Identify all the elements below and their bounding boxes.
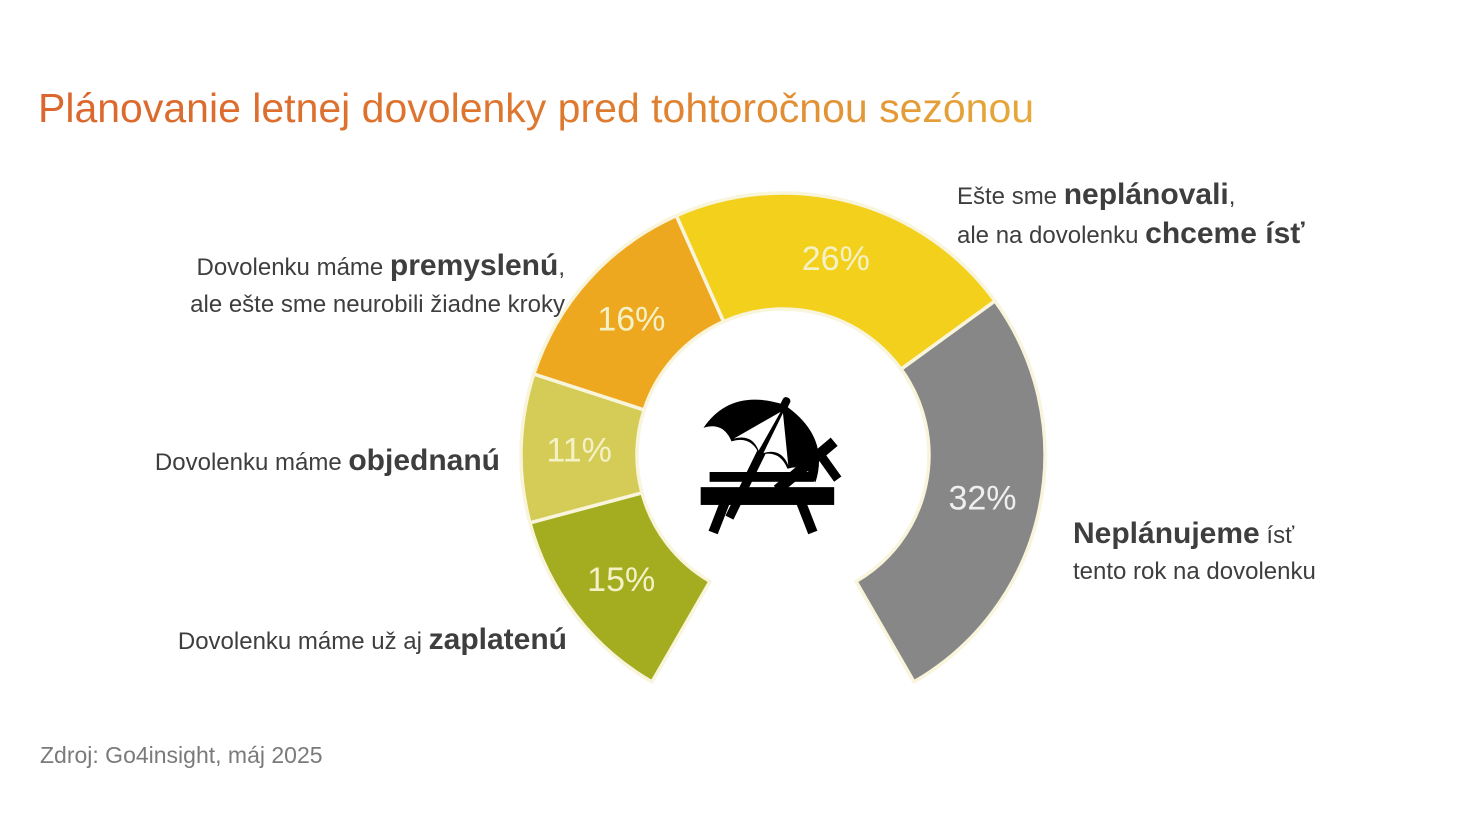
donut-chart-area (518, 190, 1048, 720)
lounger-backrest-strut (820, 454, 838, 479)
beach-umbrella-lounger-icon (673, 370, 844, 545)
segment-percent-label-premyslena: 16% (597, 300, 666, 339)
lounger-right-leg (800, 500, 812, 532)
label-zaplatena (118, 621, 567, 660)
label-objednana (100, 442, 500, 481)
segment-percent-label-objednana: 11% (546, 431, 612, 470)
label-premyslena (110, 247, 565, 323)
source-note: Zdroj: Go4insight, máj 2025 (40, 742, 323, 768)
label-line: tento rok na dovolenku (1073, 558, 1316, 585)
segment-percent-label-zaplatena: 15% (587, 561, 656, 600)
label-line: Dovolenku máme premyslenú, (196, 249, 565, 282)
lounger-left-leg (713, 500, 725, 532)
page-title: Plánovanie letnej dovolenky pred tohtoročnou sezónou (38, 85, 1035, 132)
label-line: Dovolenku máme už aj zaplatenú (177, 623, 567, 656)
label-line: ale na dovolenku chceme ísť (957, 217, 1305, 250)
label-line: Neplánujeme ísť (1073, 517, 1295, 550)
segment-percent-label-neplanovali-chceme-ist: 26% (801, 240, 870, 278)
umbrella-group (673, 370, 844, 545)
umbrella-canopy (703, 377, 840, 482)
label-line: Dovolenku máme objednanú (154, 444, 500, 477)
label-line: Ešte sme neplánovali, (957, 178, 1236, 211)
donut-chart (518, 190, 1048, 720)
segment-percent-label-neplanujeme: 32% (948, 479, 1017, 518)
label-neplanovali-chceme-ist (957, 176, 1305, 254)
label-line: ale ešte sme neurobili žiadne kroky (190, 291, 565, 318)
label-neplanujeme (1073, 516, 1316, 590)
